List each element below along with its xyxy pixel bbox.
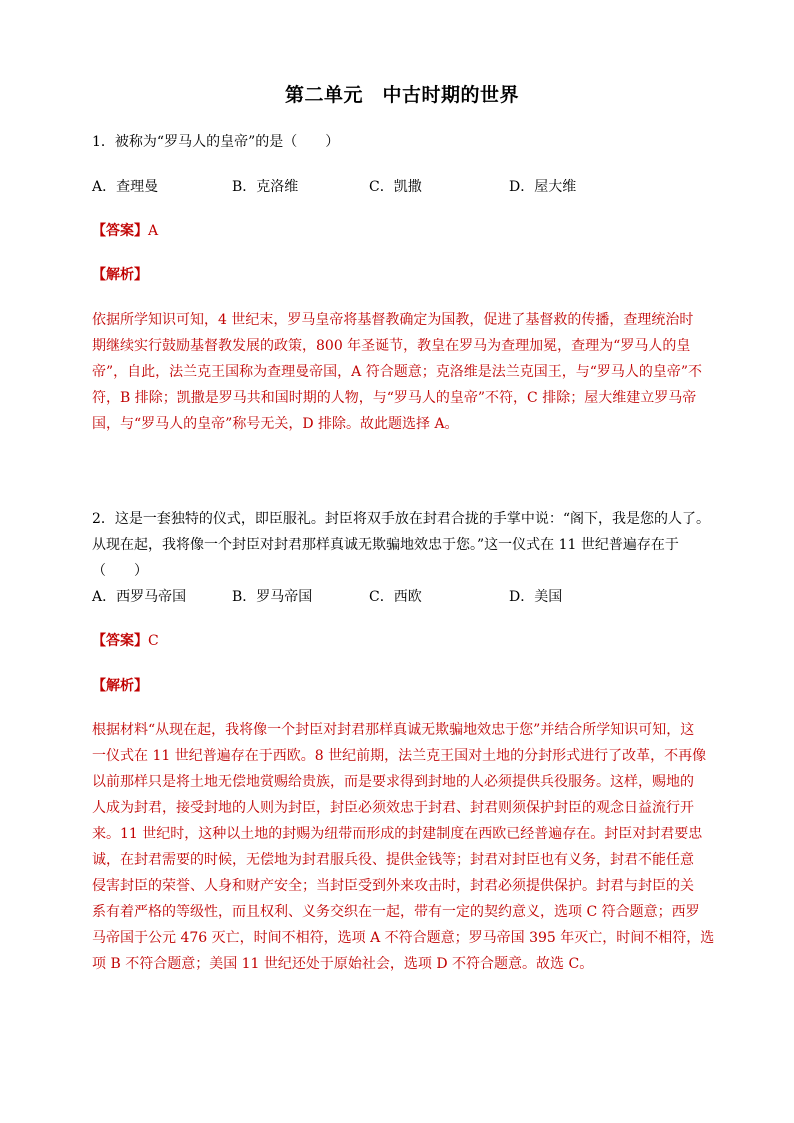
analysis-line: 帝”，自此，法兰克王国称为查理曼帝国，A 符合题意；克洛维是法兰克国王，与“罗马人的皇帝”不: [92, 364, 703, 380]
analysis-line: 国，与“罗马人的皇帝”称号无关，D 排除。故此题选择 A。: [92, 416, 459, 432]
question-1-option-c: C．凯撒: [369, 179, 422, 195]
analysis-line: 人成为封君，接受封地的人则为封臣，封臣必须效忠于封君、封君则须保护封臣的观念日益流行开: [92, 800, 694, 816]
analysis-line: 一仪式在 11 世纪普遍存在于西欧。8 世纪前期，法兰克王国对土地的分封形式进行了改革，不再像: [92, 748, 707, 764]
question-2-option-d: D．美国: [509, 589, 563, 605]
analysis-line: 诚，在封君需要的时候，无偿地为封君服兵役、提供金钱等；封君对封臣也有义务，封君不能任意: [92, 852, 694, 868]
question-2-answer: [92, 631, 159, 651]
question-2-option-c: C．西欧: [369, 589, 422, 605]
analysis-line: 来。11 世纪时，这种以土地的封赐为纽带而形成的封建制度在西欧已经普遍存在。封臣对封君要忠: [92, 826, 703, 842]
question-2-stem: [92, 506, 712, 584]
question-stem-line: 从现在起，我将像一个封臣对封君那样真诚无欺骗地效忠于您。”这一仪式在 11 世纪普遍存在于: [92, 537, 679, 553]
answer-value: C: [148, 633, 159, 649]
question-1-option-b: B．克洛维: [232, 179, 299, 195]
question-1-answer: [92, 221, 158, 241]
question-2-analysis-label: 【解析】: [92, 678, 148, 694]
question-stem-line: 2．这是一套独特的仪式，即臣服礼。封臣将双手放在封君合拢的手掌中说：“阁下，我是您的人了。: [92, 511, 711, 527]
question-2-option-b: B．罗马帝国: [232, 589, 313, 605]
question-stem-line: （ ）: [92, 563, 148, 579]
question-1-option-d: D．屋大维: [509, 179, 577, 195]
analysis-line: 符，B 排除；凯撒是罗马共和国时期的人物，与“罗马人的皇帝”不符，C 排除；屋大维建立罗马帝: [92, 390, 697, 406]
analysis-line: 马帝国于公元 476 灭亡，时间不相符，选项 A 不符合题意；罗马帝国 395 年灭亡，时间不相符，选: [92, 930, 715, 946]
analysis-line: 系有着严格的等级性，而且权利、义务交织在一起，带有一定的契约意义，选项 C 符合题意；西罗: [92, 904, 700, 920]
answer-value: A: [148, 223, 159, 239]
analysis-line: 根据材料“从现在起，我将像一个封臣对封君那样真诚无欺骗地效忠于您”并结合所学知识可知，这: [92, 722, 695, 738]
answer-label: 【答案】: [92, 633, 148, 649]
question-2-option-a: A．西罗马帝国: [92, 589, 187, 605]
page-title: 第二单元 中古时期的世界: [284, 84, 519, 106]
analysis-line: 期继续实行鼓励基督教发展的政策，800 年圣诞节，教皇在罗马为查理加冕，查理为“罗马人的皇: [92, 338, 691, 354]
analysis-line: 项 B 不符合题意；美国 11 世纪还处于原始社会，选项 D 不符合题意。故选 C。: [92, 956, 594, 972]
question-2-analysis: [92, 717, 715, 977]
question-1-analysis: [92, 307, 704, 437]
question-1-option-a: A．查理曼: [92, 179, 159, 195]
analysis-line: 侵害封臣的荣誉、人身和财产安全；当封臣受到外来攻击时，封君必须提供保护。封君与封臣的关: [92, 878, 694, 894]
answer-label: 【答案】: [92, 223, 148, 239]
analysis-line: 依据所学知识可知，4 世纪末，罗马皇帝将基督教确定为国教，促进了基督救的传播，查理统治时: [92, 312, 694, 328]
analysis-line: 以前那样只是将土地无偿地赏赐给贵族，而是要求得到封地的人必须提供兵役服务。这样，赐地的: [92, 774, 694, 790]
question-1-analysis-label: 【解析】: [92, 267, 148, 283]
question-1-stem: 1．被称为“罗马人的皇帝”的是（ ）: [92, 134, 340, 150]
